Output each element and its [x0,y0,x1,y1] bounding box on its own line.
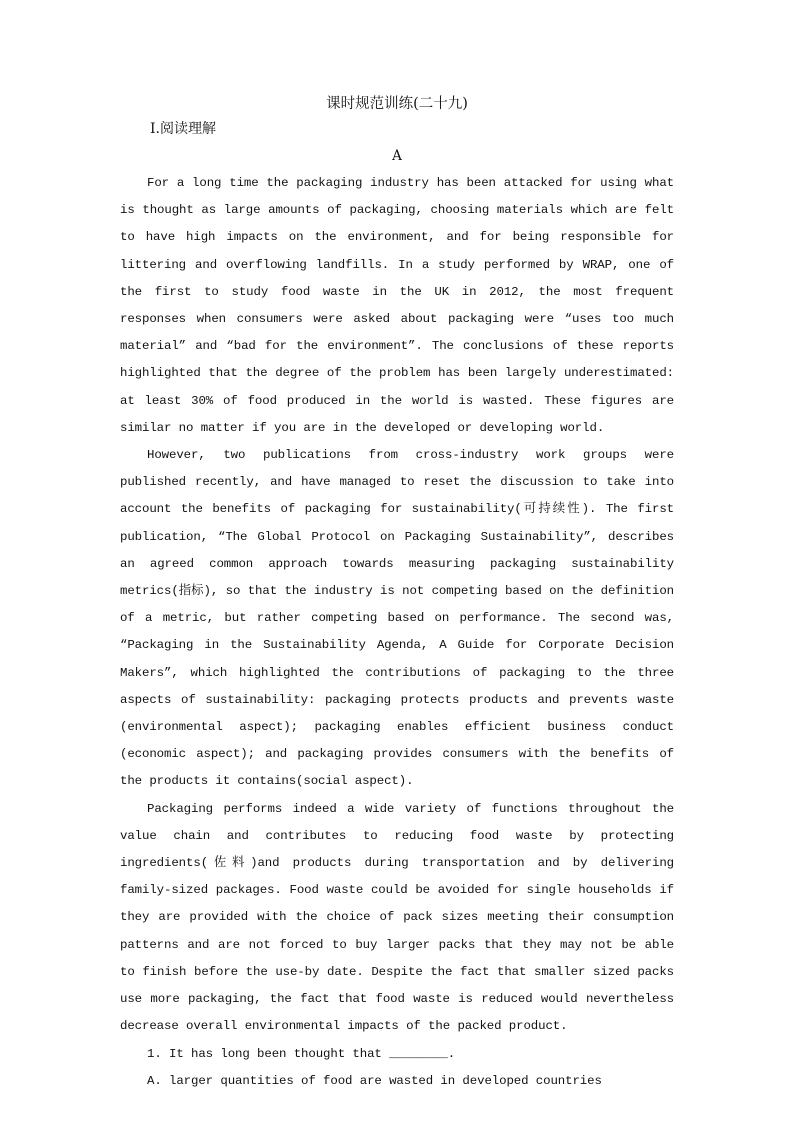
paragraph-3: Packaging performs indeed a wide variety of functions throughout the value chain and contributes to reducing food waste by protecting ingredients(佐料)and products during transportation and by delivering family-sized packages. Food waste could be avoided for single households if they are provided with the choice of pack sizes meeting their consumption patterns and are not forced to buy larger packs that they may not be able to finish before the use-by date. Despite the fact that smaller sized packs use more packaging, the fact that food waste is reduced would nevertheless decrease overall environmental impacts of the packed product. [120,801,674,1034]
question-1-option-a: A. larger quantities of food are wasted in developed countries [147,1073,602,1088]
passage-label: A [392,148,402,164]
paragraph-1: For a long time the packaging industry has been attacked for using what is thought as large amounts of packaging, choosing materials which are felt to have high impacts on the environment, and for being responsible for littering and overflowing landfills. In a study performed by WRAP, one of the first to study food waste in the UK in 2012, the most frequent responses when consumers were asked about packaging were “uses too much material” and “bad for the environment”. The conclusions of these reports highlighted that the degree of the problem has been largely underestimated: at least 30% of food produced in the world is wasted. These figures are similar no matter if you are in the developed or developing world. [120,176,674,435]
question-1-stem: 1. It has long been thought that ________. [147,1046,456,1061]
page-title: 课时规范训练(二十九) [326,96,468,112]
section-heading: Ⅰ.阅读理解 [150,121,216,137]
paragraph-2: However, two publications from cross-industry work groups were published recently, and have managed to reset the discussion to take into account the benefits of packaging for sustainability(可持续性). The first publication, “The Global Protocol on Packaging Sustainability”, describes an agreed common approach towards measuring packaging sustainability metrics(指标), so that the industry is not competing based on the definition of a metric, but rather competing based on performance. The second was, “Packaging in the Sustainability Agenda, A Guide for Corporate Decision Makers”, which highlighted the contributions of packaging to the three aspects of sustainability: packaging protects products and prevents waste (environmental aspect); packaging enables efficient business conduct (economic aspect); and packaging provides consumers with the benefits of the products it contains(social aspect). [120,448,674,789]
document-page [120,92,674,1095]
